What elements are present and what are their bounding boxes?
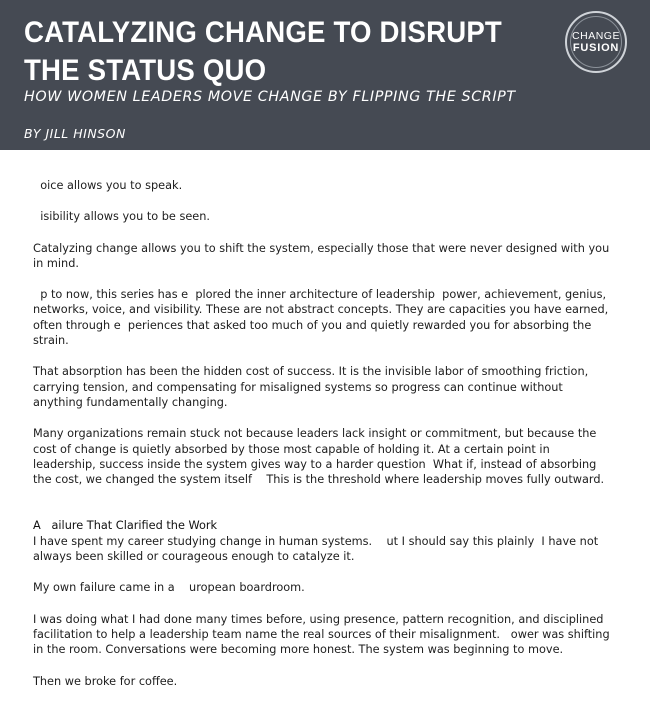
article-subtitle: HOW WOMEN LEADERS MOVE CHANGE BY FLIPPING THE SCRIPT: [24, 89, 516, 105]
paragraph-hidden-cost: That absorption has been the hidden cost of success. It is the invisible labor of smoothing friction, carrying tension, and compensating for misaligned systems so progress can continue without anything fundamentally changing.: [33, 365, 589, 409]
paragraph-catalyzing: Catalyzing change allows you to shift the system, especially those that were never designed with you in mind.: [33, 241, 610, 270]
paragraph-series-intro: p to now, this series has e plored the inner architecture of leadership power, achievement, genius, networks, voice, and visibility. These are not abstract concepts. They are capacities you have earned, often through e periences that asked too much of you and quietly rewarded you for absorbing the strain.: [33, 288, 612, 348]
paragraph-voice: oice allows you to speak.: [33, 179, 183, 192]
author-byline: BY JILL HINSON: [24, 126, 126, 141]
article-header: [0, 0, 650, 150]
change-fusion-logo: [565, 11, 627, 73]
logo-text-fusion: FUSION: [572, 42, 620, 54]
paragraph-visibility: isibility allows you to be seen.: [33, 210, 210, 224]
article-body: [33, 178, 613, 705]
paragraph-boardroom: I was doing what I had done many times before, using presence, pattern recognition, and disciplined facilitation to help a leadership team name the real sources of their misalignment. ower was shifting in the room. Conversations were becoming more honest. The system was beginning to move.: [33, 612, 614, 657]
article-title: CATALYZING CHANGE TO DISRUPT THE STATUS QUO: [24, 16, 502, 87]
paragraph-career: I have spent my career studying change in human systems. ut I should say this plainly I have not always been skilled or courageous enough to catalyze it.: [33, 534, 602, 564]
paragraph-failure: My own failure came in a uropean boardroom.: [33, 581, 305, 595]
section-heading: A ailure That Clarified the Work: [33, 519, 218, 533]
paragraph-coffee: Then we broke for coffee.: [33, 674, 178, 688]
logo-text-change: CHANGE: [572, 30, 620, 42]
paragraph-organizations: Many organizations remain stuck not because leaders lack insight or commitment, but because the cost of change is quietly absorbed by those most capable of holding it. At a certain point in leadership, success inside the system gives way to a harder question What if, instead of absorbing the cost, we changed the system itself This is the threshold where leadership moves fully outward.: [33, 427, 605, 487]
